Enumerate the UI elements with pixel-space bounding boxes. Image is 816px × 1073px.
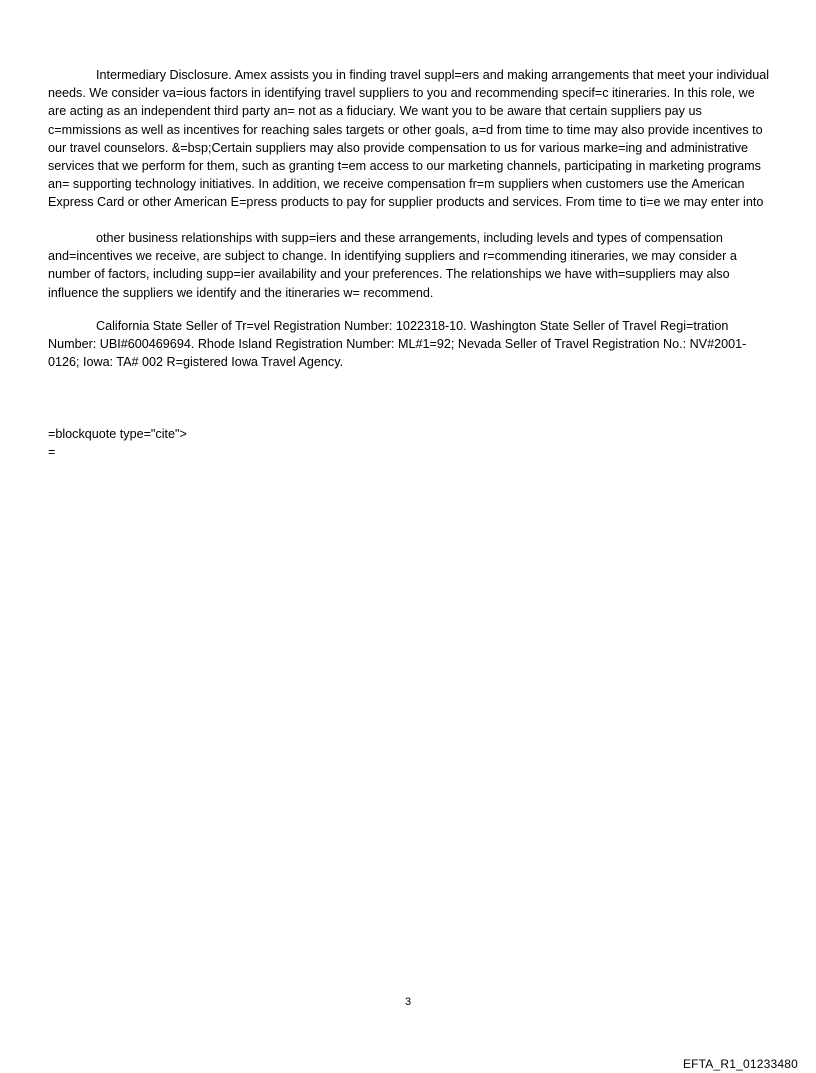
document-id: EFTA_R1_01233480 [682, 1057, 798, 1071]
raw-markup-lines [48, 425, 187, 461]
intermediary-disclosure-paragraph: Intermediary Disclosure. Amex assists you in finding travel suppl=ers and making arrangements that meet your individual needs. We consider va=ious factors in identifying travel suppliers to you and recommending specif=c itineraries. In this role, we are acting as an independent third party an= not as a fiduciary. We want you to be aware that certain suppliers pay us c=mmissions as well as incentives for reaching sales targets or other goals, a=d from time to time may also provide incentives to our travel counselors. &=bsp;Certain suppliers may also provide compensation to us for various marke=ing and administrative services that we perform for them, such as granting t=em access to our marketing channels, participating in marketing programs an= supporting technology initiatives. In addition, we receive compensation fr=m suppliers when customers use the American Express Card or other American E=press products to pay for supplier products and services. From time to ti=e we may enter into [48, 68, 770, 210]
registration-paragraph: California State Seller of Tr=vel Registration Number: 1022318-10. Washington State Seller of Travel Regi=tration Number: UBI#600469694. Rhode Island Registration Number: ML#1=92; Nevada Seller of Travel Registration No.: NV#2001-0126; Iowa: TA# 002 R=gistered Iowa Travel Agency. [48, 319, 747, 370]
page-number: 3 [404, 996, 412, 1008]
raw-line-blockquote: =blockquote type="cite"> [48, 427, 187, 441]
raw-line-equals: = [48, 445, 56, 460]
intermediary-disclosure-continuation: other business relationships with supp=iers and these arrangements, including levels and types of compensation and=incentives we receive, are subject to change. In identifying suppliers and r=commending itineraries, we may consider a number of factors, including supp=ier availability and your preferences. The relationships we have with=suppliers may also influence the suppliers we identify and the itineraries w= recommend. [48, 231, 737, 300]
